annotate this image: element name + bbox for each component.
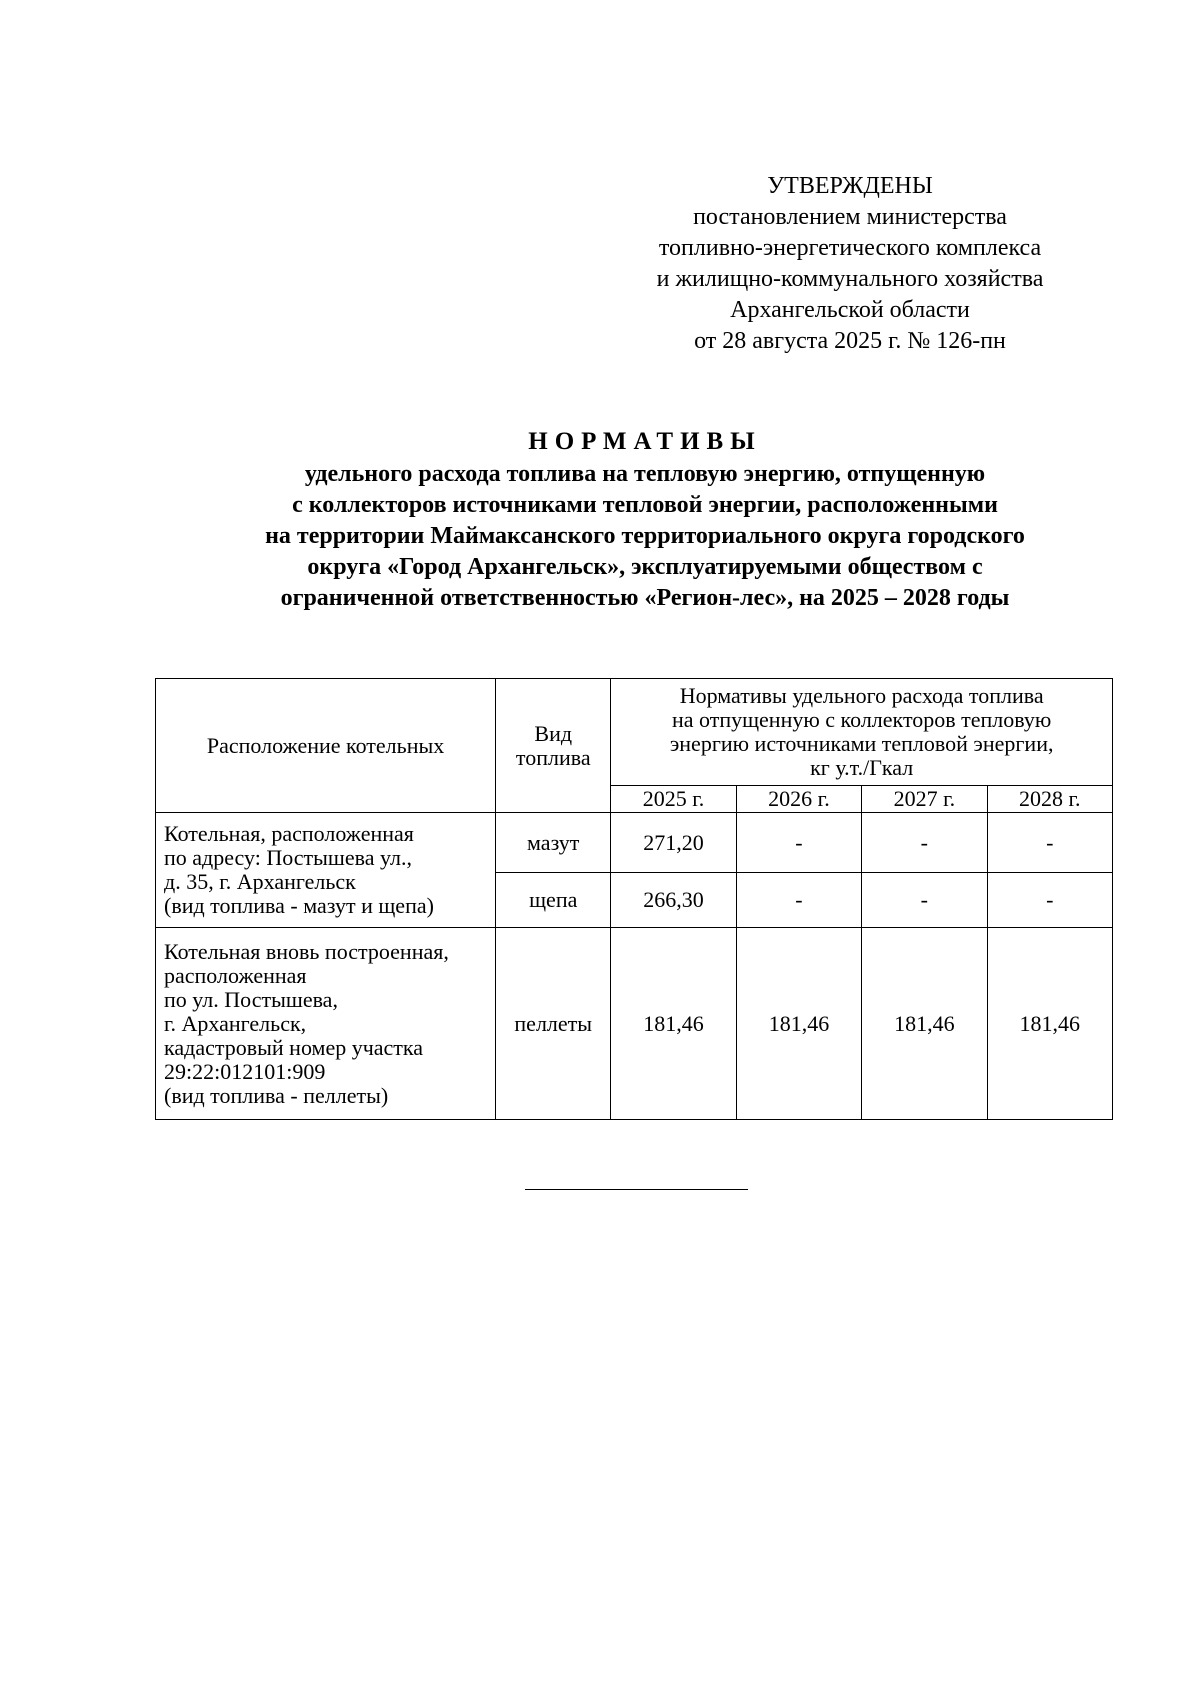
header-norms-line: Нормативы удельного расхода топлива	[679, 683, 1044, 708]
boiler-location	[156, 928, 496, 1120]
title-line: округа «Город Архангельск», эксплуатируемыми обществом с	[307, 554, 983, 580]
norms-table	[155, 678, 1113, 1120]
norm-value-cell: 181,46	[987, 928, 1112, 1120]
header-year: 2026 г.	[736, 786, 861, 813]
title-line: ограниченной ответственностью «Регион-лес», на 2025 – 2028 годы	[280, 585, 1010, 611]
table-header-row	[156, 679, 1113, 786]
location-line: д. 35, г. Архангельск	[164, 869, 356, 894]
header-year: 2028 г.	[987, 786, 1112, 813]
approval-line: УТВЕРЖДЕНЫ	[767, 173, 933, 199]
norm-value-cell: -	[862, 813, 987, 873]
header-fuel-line: топлива	[515, 744, 591, 770]
header-norms-line: энергию источниками тепловой энергии,	[669, 731, 1054, 756]
location-line: по ул. Постышева,	[164, 986, 338, 1012]
location-line: г. Архангельск,	[164, 1010, 307, 1036]
norm-value-cell: -	[987, 813, 1112, 873]
norm-value-cell: -	[736, 813, 861, 873]
fuel-type-cell: щепа	[496, 873, 611, 928]
norm-value-cell: 181,46	[862, 928, 987, 1120]
header-norms-line: кг у.т./Гкал	[810, 755, 914, 780]
norm-value-cell: -	[736, 873, 861, 928]
document-title	[120, 425, 1170, 614]
boiler-location	[156, 813, 496, 928]
header-norms-line: на отпущенную с коллекторов тепловую	[671, 707, 1052, 732]
approval-line: топливно-энергетического комплекса	[658, 235, 1042, 261]
approval-line: постановлением министерства	[693, 204, 1007, 230]
header-year: 2025 г.	[611, 786, 736, 813]
location-line: Котельная вновь построенная,	[164, 938, 449, 964]
title-line: с коллекторов источниками тепловой энергии, расположенными	[292, 492, 998, 518]
norm-value-cell: 181,46	[611, 928, 736, 1120]
location-line: 29:22:012101:909	[164, 1058, 326, 1084]
fuel-type-cell: мазут	[496, 813, 611, 873]
norm-value-cell: 266,30	[611, 873, 736, 928]
header-year: 2027 г.	[862, 786, 987, 813]
location-line: (вид топлива - пеллеты)	[164, 1082, 389, 1108]
header-norms	[611, 679, 1113, 786]
header-fuel-line: Вид	[534, 720, 573, 746]
title-line: удельного расхода топлива на тепловую энергию, отпущенную	[304, 461, 986, 487]
norm-value-cell: 181,46	[736, 928, 861, 1120]
title-line: на территории Маймаксанского территориального округа городского	[265, 523, 1025, 549]
norm-value-cell: -	[987, 873, 1112, 928]
approval-line: Архангельской области	[730, 297, 970, 323]
fuel-type-cell: пеллеты	[496, 928, 611, 1120]
title-subtitle	[120, 459, 1170, 614]
norm-value-cell: -	[862, 873, 987, 928]
table-row	[156, 813, 1113, 873]
location-line: Котельная, расположенная	[164, 821, 414, 846]
approval-line: и жилищно-коммунального хозяйства	[656, 266, 1044, 292]
header-location: Расположение котельных	[156, 679, 496, 813]
footer-divider	[525, 1189, 748, 1190]
location-line: (вид топлива - мазут и щепа)	[164, 893, 434, 918]
approval-block	[600, 171, 1100, 357]
title-main: НОРМАТИВЫ	[528, 428, 762, 455]
location-line: кадастровый номер участка	[164, 1034, 424, 1060]
approval-line: от 28 августа 2025 г. № 126-пн	[694, 328, 1006, 354]
location-line: расположенная	[164, 962, 307, 988]
header-fuel-type	[496, 679, 611, 813]
location-line: по адресу: Постышева ул.,	[164, 845, 413, 870]
norm-value-cell: 271,20	[611, 813, 736, 873]
table-row	[156, 928, 1113, 1120]
